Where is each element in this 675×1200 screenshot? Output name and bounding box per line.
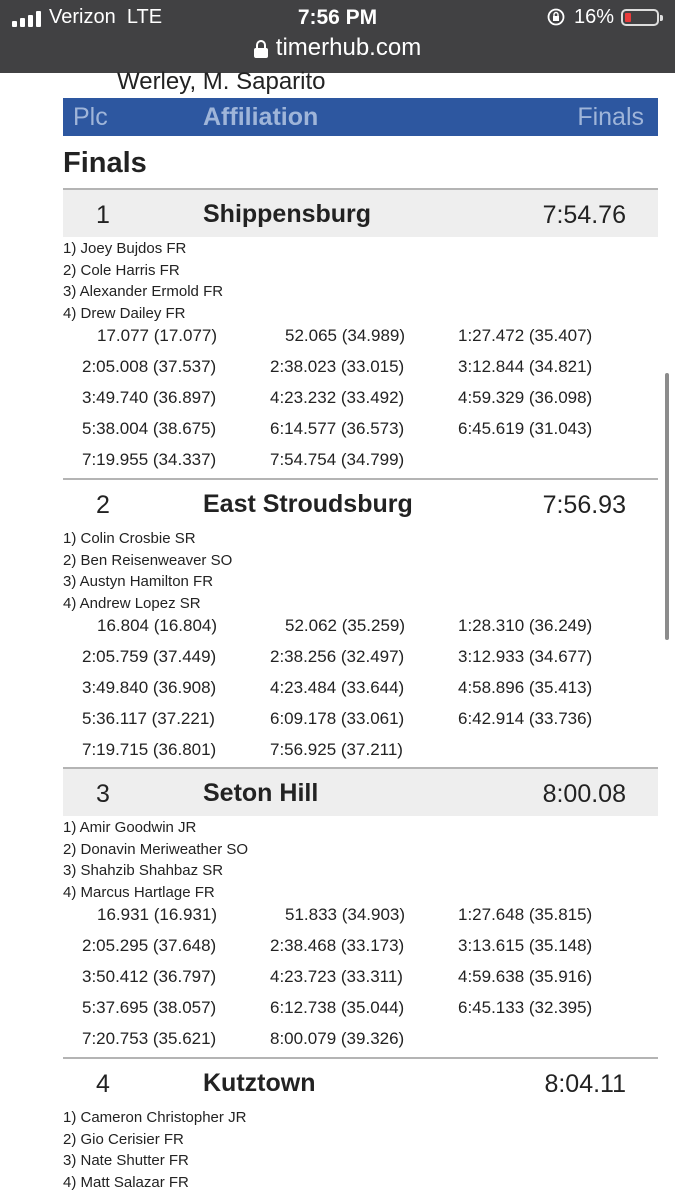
split: 3:49.840 (36.908) <box>82 678 217 697</box>
scrollbar[interactable] <box>665 373 669 640</box>
swimmer: 3) Alexander Ermold FR <box>63 283 224 301</box>
split: 2:38.468 (33.173) <box>270 936 405 955</box>
split: 2:05.759 (37.449) <box>82 647 217 666</box>
swimmer: 3) Austyn Hamilton FR <box>63 573 214 591</box>
team-name: Seton Hill <box>203 779 319 807</box>
split: 6:42.914 (33.736) <box>458 709 593 728</box>
split: 2:38.256 (32.497) <box>270 647 405 666</box>
split: 2:05.295 (37.648) <box>82 936 217 955</box>
final-time: 8:04.11 <box>544 1070 626 1098</box>
split: 1:27.648 (35.815) <box>458 905 593 924</box>
split: 6:09.178 (33.061) <box>270 709 405 728</box>
split: 17.077 (17.077) <box>97 326 218 345</box>
split: 7:19.955 (34.337) <box>82 450 217 469</box>
split: 7:20.753 (35.621) <box>82 1029 217 1048</box>
clipped-officials-text: Werley, M. Saparito <box>117 68 326 95</box>
split: 3:13.615 (35.148) <box>458 936 593 955</box>
split: 6:45.619 (31.043) <box>458 419 593 438</box>
split: 16.931 (16.931) <box>97 905 218 924</box>
split: 1:27.472 (35.407) <box>458 326 593 345</box>
swimmer: 2) Cole Harris FR <box>63 261 180 279</box>
swimmer: 2) Donavin Meriweather SO <box>63 840 249 858</box>
split: 5:37.695 (38.057) <box>82 998 217 1017</box>
place: 4 <box>96 1070 110 1098</box>
battery-percent: 16% <box>574 6 615 28</box>
final-time: 7:54.76 <box>542 201 626 229</box>
swimmer: 1) Joey Bujdos FR <box>63 240 187 257</box>
split: 4:58.896 (35.413) <box>458 678 593 697</box>
split: 7:19.715 (36.801) <box>82 740 217 759</box>
split: 4:23.484 (33.644) <box>270 678 405 697</box>
clock: 7:56 PM <box>297 6 378 29</box>
address-bar[interactable] <box>0 34 675 62</box>
split: 16.804 (16.804) <box>97 616 218 635</box>
team-name: Shippensburg <box>203 200 372 228</box>
url-text: timerhub.com <box>275 34 422 61</box>
split: 5:36.117 (37.221) <box>82 709 215 728</box>
split: 51.833 (34.903) <box>285 905 406 924</box>
header-finals: Finals <box>577 103 644 131</box>
place: 2 <box>96 491 110 519</box>
split: 3:50.412 (36.797) <box>82 967 217 986</box>
split: 2:38.023 (33.015) <box>270 357 405 376</box>
split: 4:23.232 (33.492) <box>270 388 405 407</box>
swimmer-list <box>63 528 232 615</box>
swimmer: 1) Cameron Christopher JR <box>63 1109 247 1126</box>
split: 4:59.638 (35.916) <box>458 967 593 986</box>
split: 7:54.754 (34.799) <box>270 450 405 469</box>
swimmer: 1) Amir Goodwin JR <box>63 819 197 836</box>
swimmer: 3) Shahzib Shahbaz SR <box>63 862 224 880</box>
final-time: 7:56.93 <box>542 491 626 519</box>
split: 4:23.723 (33.311) <box>270 967 403 986</box>
split: 6:14.577 (36.573) <box>270 419 405 438</box>
split: 1:28.310 (36.249) <box>458 616 593 635</box>
swimmer: 1) Colin Crosbie SR <box>63 530 196 547</box>
split: 6:12.738 (35.044) <box>270 998 405 1017</box>
split-table <box>63 900 658 1055</box>
place: 1 <box>96 201 110 229</box>
status-bar <box>0 0 675 73</box>
swimmer: 2) Ben Reisenweaver SO <box>63 551 233 569</box>
split: 5:38.004 (38.675) <box>82 419 217 438</box>
split: 3:12.933 (34.677) <box>458 647 593 666</box>
split: 4:59.329 (36.098) <box>458 388 593 407</box>
swimmer-list <box>63 238 223 325</box>
swimmer-list <box>63 1107 246 1194</box>
split: 3:12.844 (34.821) <box>458 357 593 376</box>
place: 3 <box>96 780 110 808</box>
split: 52.062 (35.259) <box>285 616 406 635</box>
split: 2:05.008 (37.537) <box>82 357 217 376</box>
header-plc: Plc <box>73 103 108 131</box>
split: 3:49.740 (36.897) <box>82 388 217 407</box>
split: 6:45.133 (32.395) <box>458 998 593 1017</box>
section-title: Finals <box>63 147 147 179</box>
swimmer: 3) Nate Shutter FR <box>63 1152 189 1170</box>
split-table <box>63 321 658 476</box>
final-time: 8:00.08 <box>542 780 626 808</box>
lock-icon <box>254 40 268 58</box>
split: 52.065 (34.989) <box>285 326 406 345</box>
split-table <box>63 611 658 766</box>
swimmer: 4) Marcus Hartlage FR <box>63 884 215 902</box>
swimmer: 4) Drew Dailey FR <box>63 305 186 323</box>
swimmer: 2) Gio Cerisier FR <box>63 1130 184 1148</box>
team-name: East Stroudsburg <box>203 490 413 518</box>
header-affiliation: Affiliation <box>203 103 319 131</box>
carrier-label: Verizon LTE <box>49 6 163 28</box>
swimmer: 4) Andrew Lopez SR <box>63 595 201 613</box>
battery-icon <box>621 9 659 26</box>
split: 7:56.925 (37.211) <box>270 740 403 759</box>
swimmer: 4) Matt Salazar FR <box>63 1174 189 1192</box>
split: 8:00.079 (39.326) <box>270 1029 405 1048</box>
rotation-lock-icon <box>547 8 565 26</box>
results-header <box>63 98 658 136</box>
team-name: Kutztown <box>203 1069 316 1097</box>
swimmer-list <box>63 817 248 904</box>
